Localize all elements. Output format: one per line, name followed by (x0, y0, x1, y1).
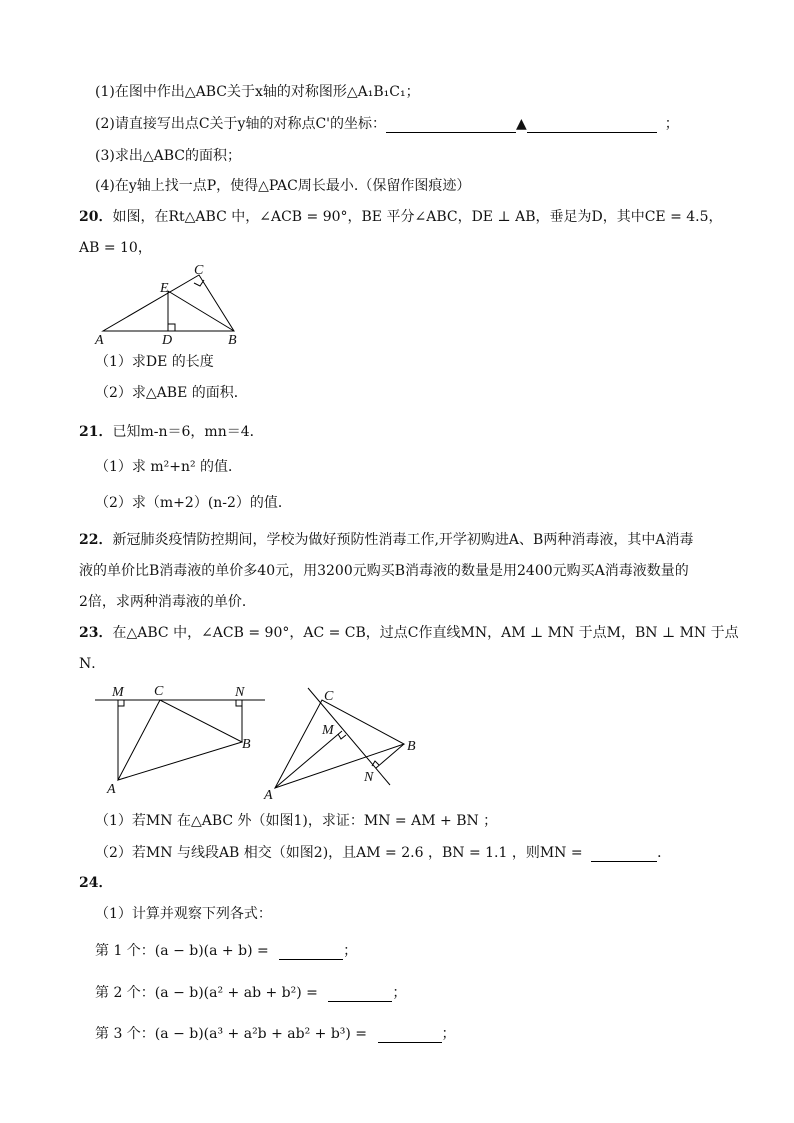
placeholder-triangle: ▲ (516, 116, 527, 132)
triangle-abc (118, 700, 242, 780)
label-m: M (112, 685, 124, 700)
q24-row-2-text: 第 2 个：(a − b)(a² + ab + b²) = (95, 985, 318, 1001)
label-n: N (235, 685, 245, 700)
q20-part1: （1）求DE 的长度 (95, 354, 214, 370)
q23-stem-cont: N． (79, 656, 106, 672)
q23-stem-text: 在△ABC 中，∠ACB = 90°，AC = CB，过点C作直线MN，AM ⊥ MN 于点M，BN ⊥ MN 于点 (112, 625, 739, 641)
q19-part4: (4)在y轴上找一点P，使得△PAC周长最小.（保留作图痕迹） (95, 178, 471, 194)
triangle-abc (275, 700, 404, 788)
label-d: D (162, 333, 173, 347)
q24-row-1-text: 第 1 个：(a − b)(a + b) = (95, 943, 269, 959)
q19-part2-text: (2)请直接写出点C关于y轴的对称点C'的坐标： (95, 116, 387, 132)
right-angle-n (236, 700, 242, 706)
label-b: B (242, 737, 251, 752)
q24-number (79, 874, 112, 892)
question-number: 20． (79, 209, 113, 225)
q21-part2: （2）求（m+2）(n-2）的值． (95, 495, 292, 511)
label-c: C (324, 689, 334, 704)
right-angle-m (118, 700, 124, 706)
q24-row-1 (95, 942, 357, 960)
label-n: N (364, 770, 374, 785)
answer-blank (328, 987, 392, 1002)
label-c: C (154, 684, 164, 699)
q21-stem (79, 423, 264, 441)
question-number: 23． (79, 625, 113, 641)
q20-stem-text: 如图，在Rt△ABC 中，∠ACB = 90°，BE 平分∠ABC，DE ⊥ AB，垂足为D，其中CE = 4.5， (112, 209, 723, 225)
label-m: M (322, 723, 334, 738)
q22-text: 新冠肺炎疫情防控期间，学校为做好预防性消毒工作,开学初购进A、B两种消毒液，其中A消毒 (112, 532, 694, 548)
label-a: A (95, 333, 104, 347)
q23-figure-1 (90, 680, 275, 800)
label-a: A (264, 788, 273, 803)
q24-row-2 (95, 984, 406, 1002)
label-b: B (228, 333, 237, 347)
q22-line2: 液的单价比B消毒液的单价多40元，用3200元购买B消毒液的数量是用2400元购买A消毒液数量的 (79, 563, 689, 579)
q24-intro: （1）计算并观察下列各式： (95, 906, 272, 922)
q19-part2 (95, 115, 679, 133)
q23-part2-text: （2）若MN 与线段AB 相交（如图2)，且AM = 2.6 ，BN = 1.1 ，则MN = (95, 845, 583, 861)
answer-blank (386, 118, 516, 133)
q23-part2-suffix: ． (657, 845, 672, 861)
q19-part2-suffix: ； (664, 116, 679, 132)
right-angle-m (338, 734, 346, 739)
label-a: A (107, 782, 116, 797)
segment-bn (376, 744, 404, 768)
row-suffix: ； (441, 1026, 456, 1042)
q23-stem (79, 624, 739, 642)
question-number: 22． (79, 532, 113, 548)
q24-row-3 (95, 1025, 456, 1043)
q23-figure-2 (258, 680, 428, 805)
q22-line1 (79, 531, 693, 549)
question-number: 24． (79, 875, 113, 891)
answer-blank (591, 847, 657, 862)
q20-stem-cont: AB = 10， (79, 240, 152, 256)
segment-be (168, 291, 234, 331)
q21-stem-text: 已知m-n＝6，mn＝4． (112, 424, 264, 440)
label-c: C (194, 263, 204, 278)
q19-part3: (3)求出△ABC的面积； (95, 148, 241, 164)
q20-part2: （2）求△ABE 的面积． (95, 385, 248, 401)
row-suffix: ； (392, 985, 407, 1001)
q24-row-3-text: 第 3 个：(a − b)(a³ + a²b + ab² + b³) = (95, 1026, 368, 1042)
label-e: E (160, 281, 169, 296)
q21-part1: （1）求 m²+n² 的值． (95, 459, 243, 475)
q22-line3: 2倍，求两种消毒液的单价． (79, 594, 256, 610)
answer-blank (527, 118, 657, 133)
question-number: 21． (79, 424, 113, 440)
label-b: B (407, 739, 416, 754)
row-suffix: ； (343, 943, 358, 959)
q19-part1: (1)在图中作出△ABC关于x轴的对称图形△A₁B₁C₁； (95, 84, 420, 100)
q23-part1: （1）若MN 在△ABC 外（如图1)，求证：MN = AM + BN ； (95, 813, 498, 829)
q23-part2 (95, 844, 671, 862)
answer-blank (378, 1028, 442, 1043)
segment-am (275, 731, 342, 788)
answer-blank (279, 945, 343, 960)
right-angle-d (168, 324, 175, 331)
q20-figure (90, 262, 250, 347)
q20-stem (79, 208, 723, 226)
